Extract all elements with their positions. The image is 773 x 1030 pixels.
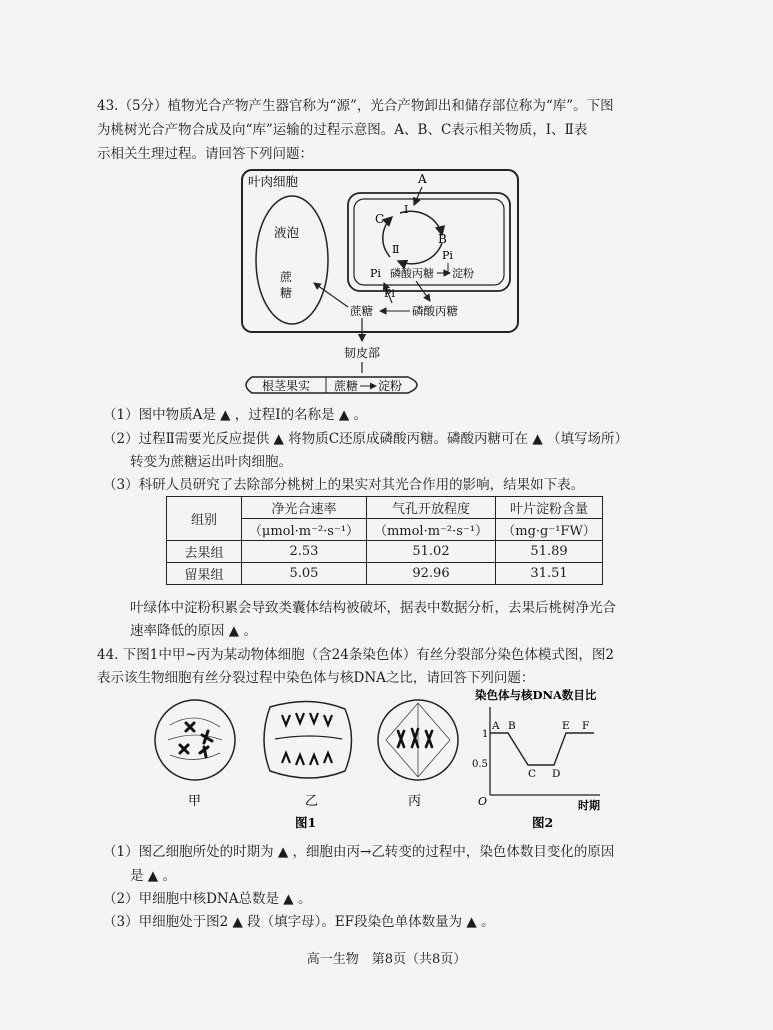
triose-phosphate-outer: 磷酸丙糖 xyxy=(412,304,458,318)
table-header-row xyxy=(167,497,603,519)
photosynthesis-diagram xyxy=(230,165,530,397)
q44-sub2: （2）甲细胞中核DNA总数是 ▲ 。 xyxy=(103,891,312,907)
cell-jia xyxy=(155,700,235,780)
cell-label-bing: 丙 xyxy=(408,794,422,809)
sucrose-cytosol: 蔗糖 xyxy=(350,304,373,318)
cell-stomata: 92.96 xyxy=(366,563,495,585)
header-stomata: 气孔开放程度 xyxy=(366,497,495,519)
y-tick-1: 1 xyxy=(482,729,489,740)
unit-starch: （mg·g⁻¹FW） xyxy=(496,519,603,541)
cell-stomata: 51.02 xyxy=(366,541,495,563)
figure2-graph xyxy=(470,685,620,833)
q43-after-table-line2: 速率降低的原因 ▲ 。 xyxy=(130,623,257,639)
vacuole-sucrose-char2: 糖 xyxy=(280,286,293,300)
cell-starch: 51.89 xyxy=(496,541,603,563)
figure1-cells xyxy=(150,695,460,830)
cell-group: 去果组 xyxy=(167,541,242,563)
q44-stem-line2: 表示该生物细胞有丝分裂过程中染色体与核DNA之比，请回答下列问题： xyxy=(97,670,535,686)
graph-title: 染色体与核DNA数目比 xyxy=(475,688,597,702)
unit-rate: （μmol·m⁻²·s⁻¹） xyxy=(242,519,367,541)
x-axis-label: 时期 xyxy=(578,799,600,812)
header-starch: 叶片淀粉含量 xyxy=(496,497,603,519)
cell-label: 叶肉细胞 xyxy=(248,174,299,189)
figure1-caption: 图1 xyxy=(295,815,317,830)
point-C: C xyxy=(528,768,537,780)
q44-sub3: （3）甲细胞处于图2 ▲ 段（填字母）。EF段染色单体数量为 ▲ 。 xyxy=(103,914,495,930)
sink-starch: 淀粉 xyxy=(378,379,403,393)
cell-group: 留果组 xyxy=(167,563,242,585)
arrow-A-in xyxy=(414,187,422,205)
cycle-arc-bottom xyxy=(398,243,442,264)
page-footer: 高一生物 第8页（共8页） xyxy=(306,952,467,967)
cell-yi xyxy=(264,701,352,778)
header-group: 组别 xyxy=(167,497,242,541)
q43-sub3: （3）科研人员研究了去除部分桃树上的果实对其光合作用的影响，结果如下表。 xyxy=(103,477,585,493)
figure2-caption: 图2 xyxy=(532,815,554,830)
table-row xyxy=(167,541,603,563)
sink-sucrose: 蔗糖 xyxy=(334,379,359,393)
origin-label: O xyxy=(478,795,488,808)
vacuole-outline xyxy=(256,196,328,324)
label-C: C xyxy=(375,212,385,226)
cell-label-yi: 乙 xyxy=(305,794,319,809)
label-B: B xyxy=(438,232,447,246)
table-row xyxy=(167,563,603,585)
point-B: B xyxy=(508,720,516,732)
header-rate: 净光合速率 xyxy=(242,497,367,519)
q44-sub1-line1: （1）图乙细胞所处的时期为 ▲ ，细胞由丙→乙转变的过程中，染色体数目变化的原因 xyxy=(103,844,615,860)
vacuole-label: 液泡 xyxy=(274,225,300,240)
point-D: D xyxy=(552,768,561,780)
q43-stem-line2: 为桃树光合产物合成及向“库”运输的过程示意图。A、B、C表示相关物质，Ⅰ、Ⅱ表 xyxy=(97,122,588,138)
label-I: Ⅰ xyxy=(404,203,409,216)
pi-label-3: Pi xyxy=(384,287,395,300)
point-F: F xyxy=(582,720,590,732)
cell-label-jia: 甲 xyxy=(188,794,202,809)
starch-inner: 淀粉 xyxy=(452,267,474,280)
q43-stem-line3: 示相关生理过程。请回答下列问题： xyxy=(97,146,313,162)
q43-sub2-line1: （2）过程Ⅱ需要光反应提供 ▲ 将物质C还原成磷酸丙糖。磷酸丙糖可在 ▲ （填写场所） xyxy=(103,431,629,447)
cell-rate: 5.05 xyxy=(242,563,367,585)
mesophyll-cell-outline xyxy=(242,170,518,332)
q43-sub1: （1）图中物质A是 ▲ ，过程Ⅰ的名称是 ▲ 。 xyxy=(103,407,368,423)
pi-label-2: Pi xyxy=(370,267,381,280)
label-A: A xyxy=(418,172,427,186)
triose-phosphate-inner: 磷酸丙糖 xyxy=(390,267,434,280)
label-II: Ⅱ xyxy=(392,243,400,256)
cell-rate: 2.53 xyxy=(242,541,367,563)
q43-stem-line1: 43.（5分）植物光合产物产生器官称为“源”，光合产物卸出和储存部位称为“库”。下图 xyxy=(97,98,614,114)
cell-starch: 31.51 xyxy=(496,563,603,585)
point-E: E xyxy=(562,720,570,732)
q44-sub1-line2: 是 ▲ 。 xyxy=(130,868,176,884)
q44-stem-line1: 44. 下图1中甲~丙为某动物体细胞（含24条染色体）有丝分裂部分染色体模式图，图2 xyxy=(97,647,614,663)
phloem-label: 韧皮部 xyxy=(344,346,381,360)
unit-stomata: （mmol·m⁻²·s⁻¹） xyxy=(366,519,495,541)
q43-after-table-line1: 叶绿体中淀粉积累会导致类囊体结构被破坏，据表中数据分析，去果后桃树净光合 xyxy=(130,600,616,616)
results-table xyxy=(166,496,603,585)
pi-label-1: Pi xyxy=(442,249,453,262)
q43-sub2-line2: 转变为蔗糖运出叶肉细胞。 xyxy=(130,454,292,470)
cell-bing xyxy=(378,700,458,780)
sink-organs: 根茎果实 xyxy=(262,379,311,393)
y-tick-05: 0.5 xyxy=(472,759,488,770)
vacuole-sucrose-char1: 蔗 xyxy=(280,270,293,284)
ratio-line xyxy=(490,733,594,765)
point-A: A xyxy=(492,720,500,732)
